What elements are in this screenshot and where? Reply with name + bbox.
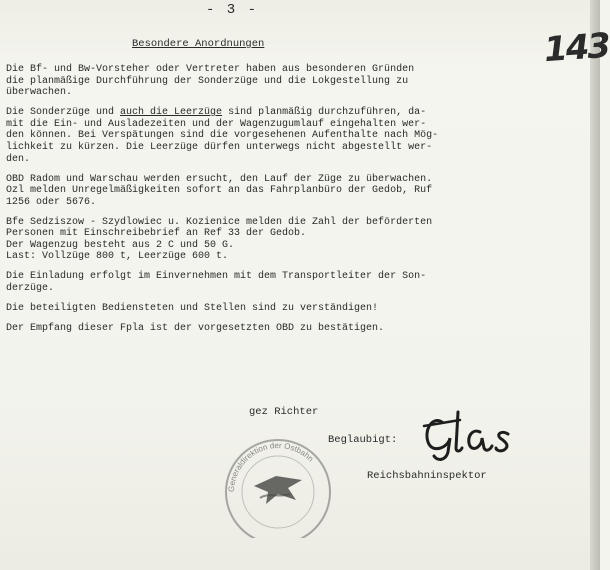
text-line: überwachen. xyxy=(6,87,73,99)
document-body xyxy=(6,64,576,343)
official-stamp xyxy=(218,428,338,538)
text-line: den können. Bei Verspätungen sind die vorgesehenen Aufenthalte nach Mög- xyxy=(6,130,439,142)
signer-title: Reichsbahninspektor xyxy=(367,470,487,482)
text-line: derzüge. xyxy=(6,283,55,295)
text-line: Personen mit Einschreibebrief an Ref 33 der Gedob. xyxy=(6,228,307,240)
paragraph-monitoring xyxy=(6,174,576,209)
document-title: Besondere Anordnungen xyxy=(132,38,265,50)
text-line: Ozl melden Unregelmäßigkeiten sofort an das Fahrplanbüro der Gedob, Ruf xyxy=(6,185,433,197)
certified-label: Beglaubigt: xyxy=(328,434,398,446)
signed-by: gez Richter xyxy=(249,406,319,418)
text-line: 1256 oder 5676. xyxy=(6,196,97,208)
page-number: - 3 - xyxy=(206,2,259,18)
stamp-text: Generaldirektion der Ostbahn xyxy=(226,440,316,493)
text-line: Die beteiligten Bediensteten und Stellen sind zu verständigen! xyxy=(6,303,379,315)
paragraph-reporting xyxy=(6,217,576,263)
text-line: sind planmäßig durchzuführen, da- xyxy=(222,107,427,119)
text-line: Die Sonderzüge und xyxy=(6,107,121,119)
text-line: Last: Vollzüge 800 t, Leerzüge 600 t. xyxy=(6,251,229,263)
handwritten-folio-number: 143 xyxy=(542,25,610,71)
paragraph-notify xyxy=(6,303,576,315)
paragraph-schedule xyxy=(6,107,576,165)
paragraph-confirm xyxy=(6,323,576,335)
text-line: OBD Radom und Warschau werden ersucht, den Lauf der Züge zu überwachen. xyxy=(6,173,433,185)
page-edge-shadow xyxy=(590,0,600,570)
text-line: Die Bf- und Bw-Vorsteher oder Vertreter haben aus besonderen Gründen xyxy=(6,64,415,75)
paragraph-loading xyxy=(6,271,576,294)
text-line: mit die Ein- und Ausladezeiten und der Wagenzugumlauf eingehalten wer- xyxy=(6,118,427,130)
paragraph-supervision xyxy=(6,64,576,99)
text-line: den. xyxy=(6,153,31,165)
text-line: Bfe Sedziszow - Szydlowiec u. Kozienice melden die Zahl der beförderten xyxy=(6,216,433,228)
text-line: Die Einladung erfolgt im Einvernehmen mit dem Transportleiter der Son- xyxy=(6,271,427,283)
text-line: Der Wagenzug besteht aus 2 C und 50 G. xyxy=(6,239,235,251)
handwritten-signature xyxy=(420,408,530,466)
underlined-text: auch die Leerzüge xyxy=(120,107,223,119)
text-line: die planmäßige Durchführung der Sonderzüge und die Lokgestellung zu xyxy=(6,75,409,87)
text-line: lichkeit zu kürzen. Die Leerzüge dürfen unterwegs nicht abgestellt wer- xyxy=(6,141,433,153)
text-line: Der Empfang dieser Fpla ist der vorgesetzten OBD zu bestätigen. xyxy=(6,323,385,335)
